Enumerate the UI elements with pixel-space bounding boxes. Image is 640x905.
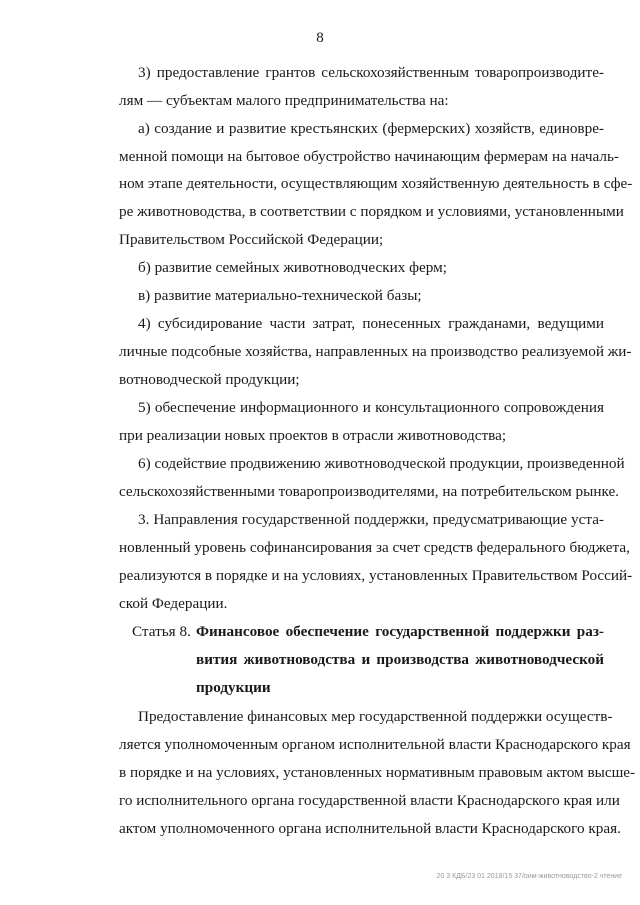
paragraph-line: вотноводческой продукции;: [119, 371, 300, 388]
paragraph-line: личные подсобные хозяйства, направленных на производство реализуемой жи-: [119, 343, 632, 360]
paragraph-line: 3. Направления государственной поддержки, предусматривающие уста-: [138, 511, 604, 528]
article-title-line: Финансовое обеспечение государственной поддержки раз-: [196, 623, 604, 640]
paragraph-line: лям — субъектам малого предпринимательства на:: [119, 92, 449, 109]
article-title-line: вития животноводства и производства животноводческой: [196, 651, 604, 668]
paragraph-line: сельскохозяйственными товаропроизводителями, на потребительском рынке.: [119, 483, 619, 500]
paragraph-line: в) развитие материально-технической базы;: [138, 287, 422, 304]
paragraph-line: 3) предоставление грантов сельскохозяйственным товаропроизводите-: [138, 64, 604, 81]
paragraph-line: в порядке и на условиях, установленных нормативным правовым актом высше-: [119, 764, 636, 781]
paragraph-line: Правительством Российской Федерации;: [119, 231, 384, 248]
article-label: Статья 8.: [132, 623, 191, 640]
paragraph-line: актом уполномоченного органа исполнительной власти Краснодарского края.: [119, 820, 621, 837]
article-title-line: продукции: [196, 679, 271, 696]
paragraph-line: 6) содействие продвижению животноводческой продукции, произведенной: [138, 455, 625, 472]
paragraph-line: ской Федерации.: [119, 595, 228, 612]
paragraph-line: при реализации новых проектов в отрасли животноводства;: [119, 427, 507, 444]
paragraph-line: менной помощи на бытовое обустройство начинающим фермерам на началь-: [119, 148, 619, 165]
paragraph-line: ляется уполномоченным органом исполнительной власти Краснодарского края: [119, 736, 631, 753]
paragraph-line: а) создание и развитие крестьянских (фермерских) хозяйств, единовре-: [138, 120, 604, 137]
paragraph-line: 4) субсидирование части затрат, понесенных гражданами, ведущими: [138, 315, 604, 332]
paragraph-line: новленный уровень софинансирования за счет средств федерального бюджета,: [119, 539, 630, 556]
paragraph-line: ре животноводства, в соответствии с порядком и условиями, установленными: [119, 203, 624, 220]
paragraph-line: реализуются в порядке и на условиях, установленных Правительством Россий-: [119, 567, 633, 584]
paragraph-line: б) развитие семейных животноводческих ферм;: [138, 259, 447, 276]
page-number: 8: [316, 30, 324, 46]
paragraph-line: Предоставление финансовых мер государственной поддержки осуществ-: [138, 708, 613, 725]
paragraph-line: го исполнительного органа государственной власти Краснодарского края или: [119, 792, 620, 809]
paragraph-line: 5) обеспечение информационного и консультационного сопровождения: [138, 399, 604, 416]
paragraph-line: ном этапе деятельности, осуществляющим хозяйственную деятельность в сфе-: [119, 175, 633, 192]
document-stamp: 20 3 КДБ/23 01 2018/15 37/оим-животноводство-2 чтение: [436, 873, 622, 880]
